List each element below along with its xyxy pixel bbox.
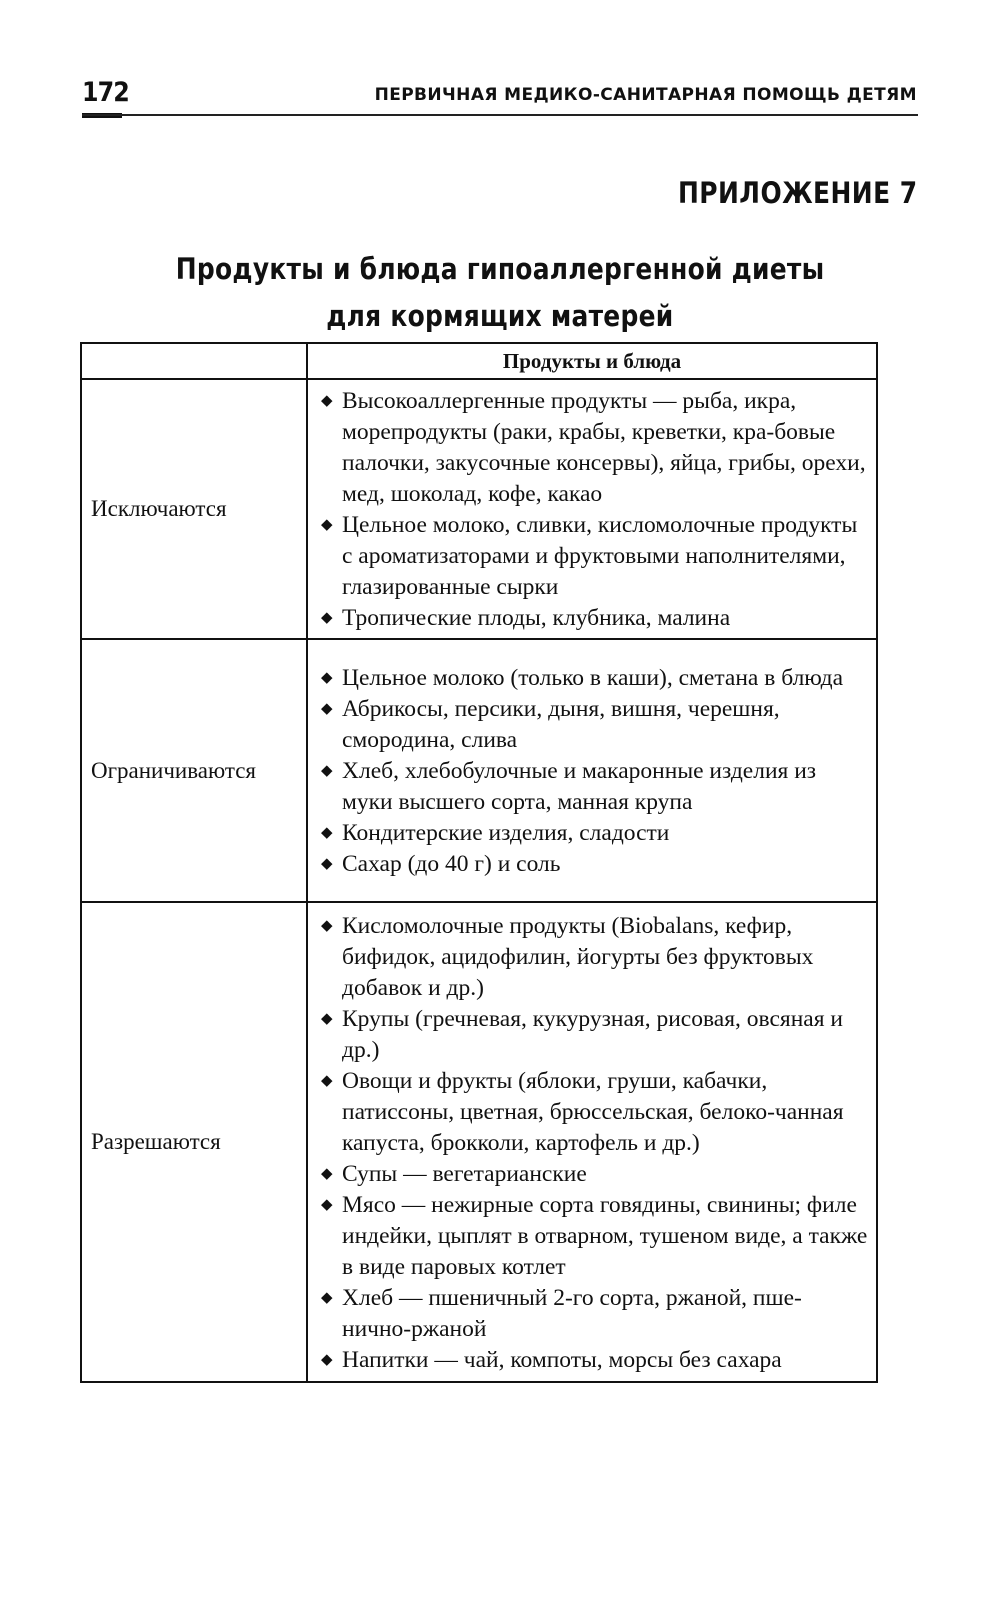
items-excluded: [307, 379, 877, 639]
diamond-bullet-icon: ◆: [321, 1165, 333, 1182]
diamond-bullet-icon: ◆: [321, 1351, 333, 1368]
list-item: ◆ Высокоаллергенные продукты — рыба, икра, морепродукты (раки, крабы, креветки, кра-бовые палочки, закусочные консервы), яйца, грибы, орехи, мед, шоколад, кофе, какао: [321, 388, 866, 507]
appendix-label: ПРИЛОЖЕНИЕ 7: [677, 176, 917, 210]
diamond-bullet-icon: ◆: [321, 393, 333, 409]
doc-title-line-1: Продукты и блюда гипоаллергенной диеты: [175, 252, 825, 286]
diamond-bullet-icon: ◆: [321, 610, 333, 626]
diamond-bullet-icon: ◆: [321, 763, 333, 779]
diamond-bullet-icon: ◆: [321, 701, 333, 717]
list-item: ◆ Крупы (гречневая, кукурузная, рисовая, овсяная и др.): [321, 1005, 843, 1063]
diamond-bullet-icon: ◆: [321, 1196, 333, 1213]
list-item: ◆ Хлеб, хлебобулочные и макаронные изделия из муки высшего сорта, манная крупа: [321, 758, 817, 815]
diamond-bullet-icon: ◆: [321, 1289, 333, 1306]
header-rule: [82, 114, 918, 116]
diamond-bullet-icon: ◆: [321, 1010, 333, 1027]
list-item: ◆ Хлеб — пшеничный 2-го сорта, ржаной, пше-нично-ржаной: [321, 1284, 802, 1342]
table-row-limited: [81, 639, 877, 902]
diamond-bullet-icon: ◆: [321, 517, 333, 533]
category-excluded: Исключаются: [81, 379, 307, 639]
table-row-excluded: [81, 379, 877, 639]
table-header-row: [81, 343, 877, 379]
list-item: ◆ Мясо — нежирные сорта говядины, свинины; филе индейки, цыплят в отварном, тушеном виде, а также в виде паровых котлет: [321, 1191, 868, 1280]
list-item: ◆ Цельное молоко (только в каши), сметана в блюда: [320, 663, 870, 694]
list-item: ◆ Цельное молоко, сливки, кисломолочные продукты с ароматизаторами и фруктовыми наполнителями, глазированные сырки: [321, 512, 858, 600]
diet-table: [80, 342, 878, 1383]
items-limited: [307, 639, 877, 902]
running-head: ПЕРВИЧНАЯ МЕДИКО-САНИТАРНАЯ ПОМОЩЬ ДЕТЯМ: [374, 85, 917, 105]
list-item: ◆ Кондитерские изделия, сладости: [320, 818, 870, 849]
doc-title: [82, 246, 918, 340]
list-item: ◆ Напитки — чай, компоты, морсы без сахара: [320, 1345, 870, 1376]
category-limited: Ограничиваются: [81, 639, 307, 902]
header-empty-cell: [81, 343, 307, 379]
items-allowed: [307, 902, 877, 1382]
diamond-bullet-icon: ◆: [321, 670, 333, 686]
table-row-allowed: [81, 902, 877, 1382]
list-item: ◆ Овощи и фрукты (яблоки, груши, кабачки, патиссоны, цветная, брюссельская, белоко-чанная капуста, брокколи, картофель и др.): [321, 1067, 844, 1156]
list-item: ◆ Тропические плоды, клубника, малина: [320, 603, 870, 634]
list-item: ◆ Абрикосы, персики, дыня, вишня, черешня, смородина, слива: [321, 696, 780, 753]
category-allowed: Разрешаются: [81, 902, 307, 1382]
list-item: ◆ Супы — вегетарианские: [320, 1159, 870, 1190]
diamond-bullet-icon: ◆: [321, 1072, 333, 1089]
diamond-bullet-icon: ◆: [321, 917, 333, 934]
diamond-bullet-icon: ◆: [321, 856, 333, 872]
doc-title-line-2: для кормящих матерей: [326, 299, 674, 333]
page-number: 172: [82, 77, 129, 108]
column-header-products: Продукты и блюда: [307, 343, 877, 379]
diamond-bullet-icon: ◆: [321, 825, 333, 841]
list-item: ◆ Кисломолочные продукты (Biobalans, кефир, бифидок, ацидофилин, йогурты без фруктовых добавок и др.): [321, 912, 814, 1001]
list-item: ◆ Сахар (до 40 г) и соль: [320, 849, 870, 880]
